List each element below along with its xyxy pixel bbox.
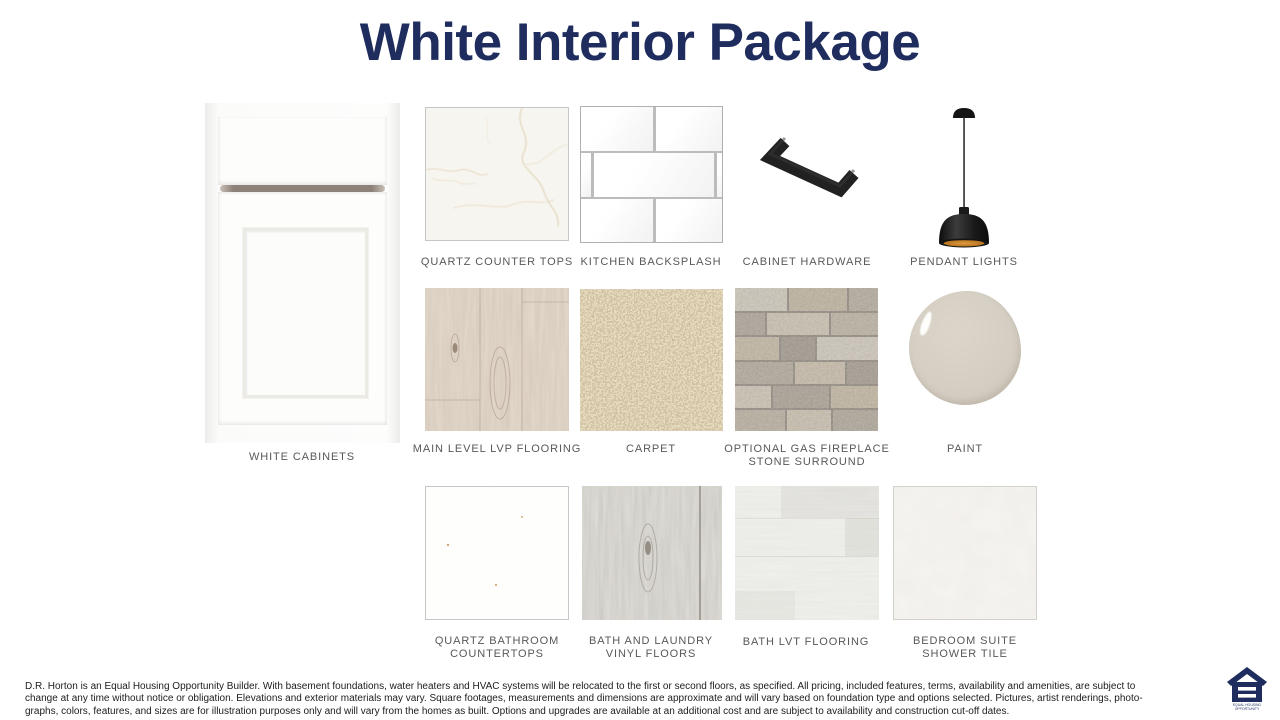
fireplace-stone-label-line2: STONE SURROUND — [748, 456, 866, 468]
bath-lvt-label: BATH LVT FLOORING — [742, 636, 870, 648]
white-cabinets-label: WHITE CABINETS — [248, 451, 356, 463]
eho-text-line1: EQUAL HOUSING — [1232, 703, 1262, 707]
shower-tile-label-line2: SHOWER TILE — [922, 648, 1008, 660]
stone-tile-texture — [894, 487, 1036, 619]
quartz-countertop-label: QUARTZ COUNTER TOPS — [420, 256, 574, 268]
subway-tile — [717, 153, 722, 197]
eho-text-line2: OPPORTUNITY — [1234, 707, 1260, 711]
quartz-bathroom-label-line2: COUNTERTOPS — [450, 648, 544, 660]
disclaimer-line2: change at any time without notice or obligation. Elevations and exterior materials may vary. Square footages, measurements and dimensions are approximate and will vary based on foundation type and options selected. Pictures, artist renderings, photo- — [25, 693, 1143, 705]
fireplace-stone-swatch — [735, 288, 878, 431]
pendant-lights-label: PENDANT LIGHTS — [910, 256, 1018, 268]
kitchen-backsplash-label: KITCHEN BACKSPLASH — [580, 256, 722, 268]
bath-vinyl-label-line1: BATH AND LAUNDRY — [588, 635, 714, 647]
quartz-bathroom-label-line1: QUARTZ BATHROOM — [434, 635, 560, 647]
pendant-light-icon — [928, 105, 1000, 250]
bath-vinyl-label-line2: VINYL FLOORS — [605, 648, 697, 660]
bath-vinyl-swatch — [582, 486, 722, 620]
shower-tile-swatch — [893, 486, 1037, 620]
disclaimer-text — [25, 681, 1143, 718]
lvp-flooring-swatch — [425, 288, 569, 431]
subway-tile — [581, 199, 653, 242]
quartz-bathroom-swatch — [425, 486, 569, 620]
white-cabinets-sample — [205, 103, 400, 443]
disclaimer-line3: graphs, colors, features, and sizes are for illustration purposes only and will vary from the homes as built. Options and upgrades are available at an additional cost and are subject to availability and construction cut-off dates. — [25, 705, 1010, 717]
fireplace-stone-label-line1: OPTIONAL GAS FIREPLACE — [724, 443, 890, 455]
lvp-flooring-label: MAIN LEVEL LVP FLOORING — [412, 443, 582, 455]
quartz-countertop-swatch — [425, 107, 569, 241]
wood-grain-texture — [425, 288, 569, 431]
bath-lvt-swatch — [735, 486, 879, 620]
cabinet-hardware-pull-icon — [755, 125, 865, 235]
paint-drop-swatch — [909, 291, 1021, 405]
page-title: White Interior Package — [359, 13, 921, 72]
light-lvt-texture — [735, 486, 879, 620]
carpet-texture — [580, 289, 723, 431]
quartz-vein-texture — [426, 108, 568, 240]
kitchen-backsplash-swatch — [580, 106, 723, 243]
cabinet-hardware-label: CABINET HARDWARE — [742, 256, 872, 268]
shower-tile-label-line1: BEDROOM SUITE — [913, 635, 1017, 647]
subway-tile — [656, 199, 722, 242]
subway-tile — [581, 107, 653, 151]
paint-highlight — [918, 310, 934, 336]
equal-housing-opportunity-icon — [1227, 666, 1267, 712]
cabinet-door — [218, 192, 387, 425]
quartz-speckle-texture — [426, 487, 568, 619]
stacked-stone-texture — [735, 288, 878, 431]
subway-tile — [594, 153, 714, 197]
disclaimer-line1: D.R. Horton is an Equal Housing Opportunity Builder. With basement foundations, water heaters and HVAC systems will be relocated to the first or second floors, as specified. All pricing, included features, terms, availability and amenities, are subject to — [25, 681, 1136, 692]
carpet-label: CARPET — [625, 443, 677, 455]
cabinet-drawer-front — [218, 117, 387, 185]
subway-tile — [581, 153, 591, 197]
cabinet-door-panel — [243, 228, 368, 398]
subway-tile — [656, 107, 722, 151]
carpet-swatch — [580, 289, 723, 431]
paint-label: PAINT — [946, 443, 984, 455]
shower-tile-label — [855, 635, 1075, 661]
cabinet-drawer-gap — [220, 185, 385, 192]
gray-wood-texture — [582, 486, 722, 620]
